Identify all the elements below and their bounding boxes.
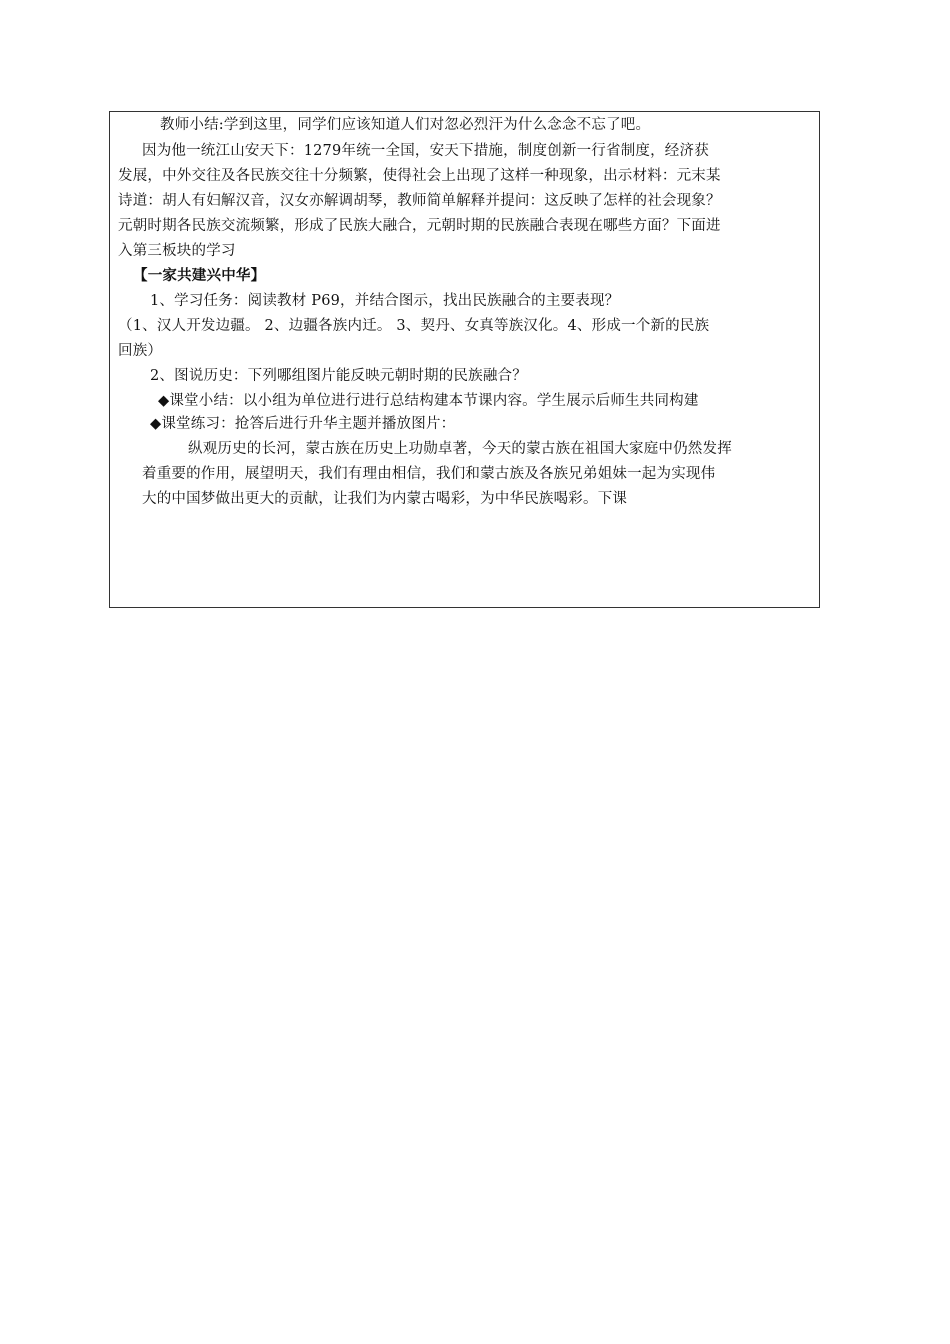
section-heading: 【一家共建兴中华】 xyxy=(133,267,266,284)
text-line-12: ◆课堂小结：以小组为单位进行进行总结构建本节课内容。学生展示后师生共同构建 xyxy=(158,393,699,409)
text-line-1: 教师小结:学到这里，同学们应该知道人们对忽必烈汗为什么念念不忘了吧。 xyxy=(160,117,651,133)
text-line-5: 元朝时期各民族交流频繁，形成了民族大融合，元朝时期的民族融合表现在哪些方面？下面进 xyxy=(118,218,721,234)
text-line-16: 大的中国梦做出更大的贡献，让我们为内蒙古喝彩，为中华民族喝彩。下课 xyxy=(142,491,628,507)
text-line-2: 因为他一统江山安天下：1279年统一全国，安天下措施，制度创新一行省制度，经济获 xyxy=(142,143,709,159)
text-line-8: 1、学习任务：阅读教材 P69，并结合图示，找出民族融合的主要表现？ xyxy=(150,293,620,309)
text-line-11: 2、图说历史：下列哪组图片能反映元朝时期的民族融合？ xyxy=(150,368,527,384)
text-line-10: 回族） xyxy=(118,343,163,359)
text-line-13: ◆课堂练习：抢答后进行升华主题并播放图片： xyxy=(150,416,456,432)
text-line-6: 入第三板块的学习 xyxy=(118,243,236,259)
text-line-3: 发展，中外交往及各民族交往十分频繁，使得社会上出现了这样一种现象，出示材料：元末某 xyxy=(118,168,721,184)
text-line-9: （1、汉人开发边疆。 2、边疆各族内迁。 3、契丹、女真等族汉化。4、形成一个新的民族 xyxy=(118,318,710,334)
text-line-14: 纵观历史的长河，蒙古族在历史上功勋卓著，今天的蒙古族在祖国大家庭中仍然发挥 xyxy=(188,441,732,457)
text-line-15: 着重要的作用，展望明天，我们有理由相信，我们和蒙古族及各族兄弟姐妹一起为实现伟 xyxy=(142,466,716,482)
text-line-4: 诗道：胡人有妇解汉音，汉女亦解调胡琴，教师简单解释并提问：这反映了怎样的社会现象？ xyxy=(118,193,721,209)
